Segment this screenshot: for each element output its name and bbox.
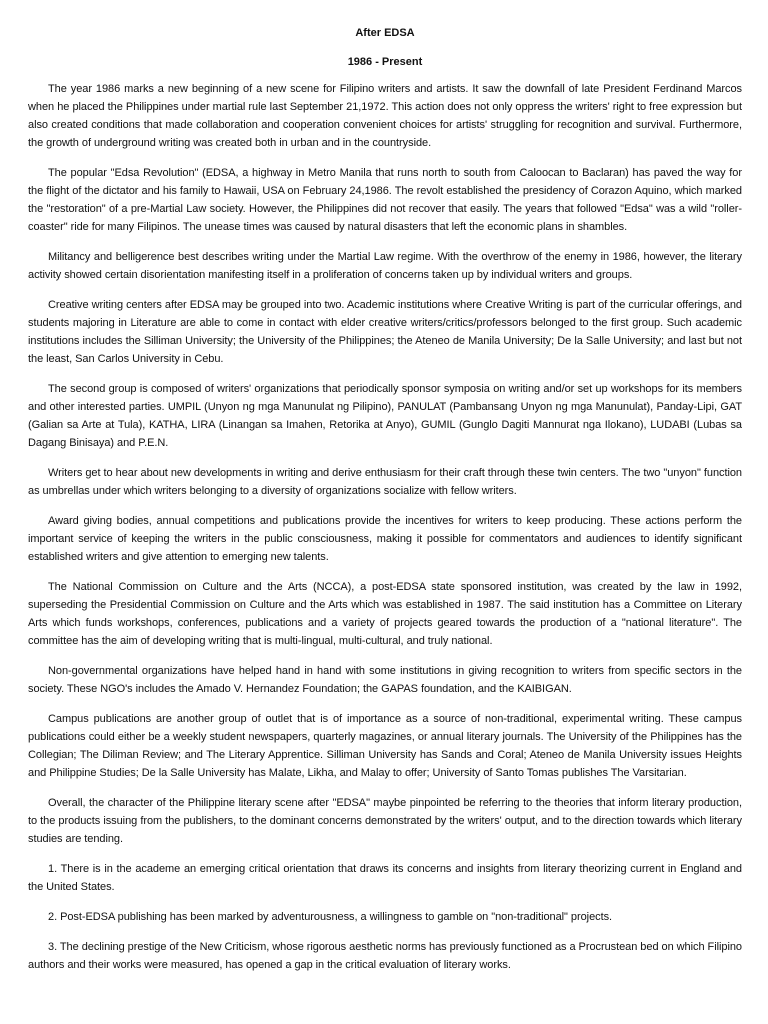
document-title: After EDSA <box>355 27 415 39</box>
document-subtitle: 1986 - Present <box>347 56 423 68</box>
paragraph: Creative writing centers after EDSA may be grouped into two. Academic institutions where Creative Writing is part of the curricular offerings, and students majoring in Literature are able to come in contact with elder creative writers/critics/professors belonged to the first group. Such academic institutions includes the Silliman University; the University of the Philippines; the Ateneo de Manila University; De la Salle University; and last but not the least, San Carlos University in Cebu. <box>28 299 742 365</box>
paragraph: Writers get to hear about new developments in writing and derive enthusiasm for their craft through these twin centers. The two "unyon" function as umbrellas under which writers belonging to a diversity of organizations socialize with fellow writers. <box>28 467 742 497</box>
paragraph: The popular "Edsa Revolution" (EDSA, a highway in Metro Manila that runs north to south from Caloocan to Baclaran) has paved the way for the flight of the dictator and his family to Hawaii, USA on February 24,1986. The revolt established the presidency of Corazon Aquino, which marked the "restoration" of a pre-Martial Law society. However, the Philippines did not recover that easily. The years that followed "Edsa" was a wild "roller-coaster" ride for many Filipinos. The unease times was caused by natural disasters that left the economic plans in shambles. <box>28 167 742 233</box>
paragraph: The second group is composed of writers' organizations that periodically sponsor symposia on writing and/or set up workshops for its members and other interested parties. UMPIL (Unyon ng mga Manunulat ng Pilipino), PANULAT (Pambansang Unyon ng mga Manunulat), Panday-Lipi, GAT (Galian sa Arte at Tula), KATHA, LIRA (Linangan sa Imahen, Retorika at Anyo), GUMIL (Gunglo Dagiti Mannurat nga Ilokano), LUDABI (Lubas sa Dagang Binisaya) and P.E.N. <box>28 383 742 449</box>
paragraph: Campus publications are another group of outlet that is of importance as a source of non-traditional, experimental writing. These campus publications could either be a weekly student newspapers, quarterly magazines, or annual literary journals. The University of the Philippines has the Collegian; The Diliman Review; and The Literary Apprentice. Silliman University has Sands and Coral; Ateneo de Manila University issues Heights and Philippine Studies; De la Salle University has Malate, Likha, and Malay to offer; University of Santo Tomas publishes The Varsitarian. <box>28 713 742 779</box>
paragraph: The National Commission on Culture and the Arts (NCCA), a post-EDSA state sponsored institution, was created by the law in 1992, superseding the Presidential Commission on Culture and the Arts which was established in 1987. The said institution has a Committee on Literary Arts which funds workshops, conferences, publications and a variety of projects geared towards the production of a "national literature". The committee has the aim of developing writing that is multi-lingual, multi-cultural, and truly national. <box>28 581 742 647</box>
list-item: 3. The declining prestige of the New Criticism, whose rigorous aesthetic norms has previously functioned as a Procrustean bed on which Filipino authors and their works were measured, has opened a gap in the critical evaluation of literary works. <box>28 941 742 971</box>
paragraph: Overall, the character of the Philippine literary scene after "EDSA" maybe pinpointed be referring to the theories that inform literary production, to the products issuing from the publishers, to the dominant concerns demonstrated by the writers' output, and to the direction towards which literary studies are tending. <box>28 797 742 845</box>
list-item: 1. There is in the academe an emerging critical orientation that draws its concerns and insights from literary theorizing current in England and the United States. <box>28 863 742 893</box>
paragraph: The year 1986 marks a new beginning of a new scene for Filipino writers and artists. It saw the downfall of late President Ferdinand Marcos when he placed the Philippines under martial rule last September 21,1972. This action does not only oppress the writers' right to free expression but also created conditions that made collaboration and cooperation convenient choices for artists' struggling for recognition and survival. Furthermore, the growth of underground writing was created both in urban and in the countryside. <box>28 83 742 149</box>
paragraph: Militancy and belligerence best describes writing under the Martial Law regime. With the overthrow of the enemy in 1986, however, the literary activity showed certain disorientation manifesting itself in a proliferation of concerns taken up by individual writers and groups. <box>28 251 742 281</box>
paragraph: Award giving bodies, annual competitions and publications provide the incentives for writers to keep producing. These actions perform the important service of keeping the writers in the public consciousness, making it possible for commentators and audiences to identify significant established writers and give attention to emerging new talents. <box>28 515 742 563</box>
document-body <box>28 80 742 974</box>
paragraph: Non-governmental organizations have helped hand in hand with some institutions in giving recognition to writers from specific sectors in the society. These NGO's includes the Amado V. Hernandez Foundation; the GAPAS foundation, and the KAIBIGAN. <box>28 665 742 695</box>
list-item: 2. Post-EDSA publishing has been marked by adventurousness, a willingness to gamble on "non-traditional" projects. <box>48 911 613 923</box>
